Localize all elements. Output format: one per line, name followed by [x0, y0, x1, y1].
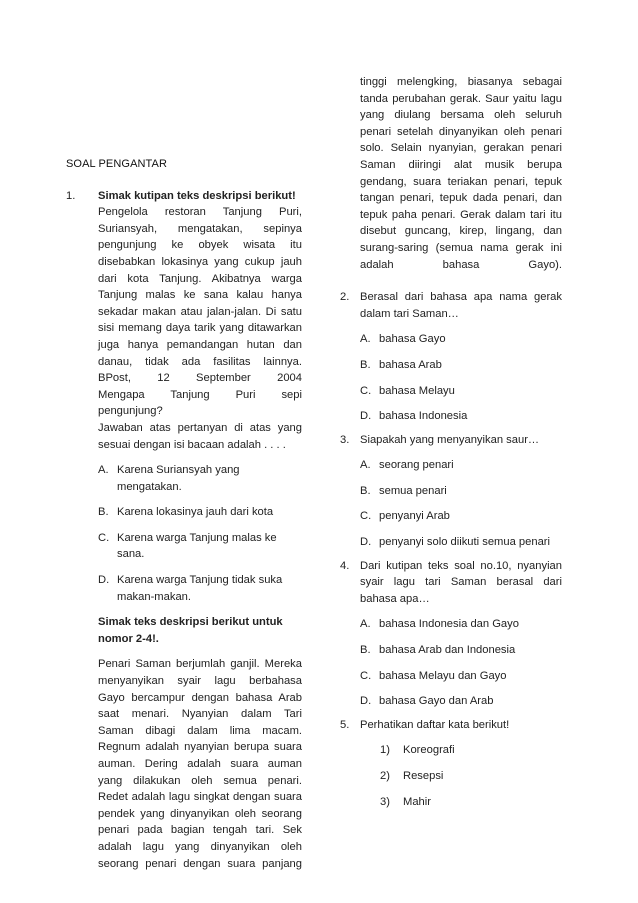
- option-letter: D.: [98, 574, 110, 587]
- passage-line: menyanyikan syair lagu berbahasa: [98, 675, 302, 688]
- option-letter: B.: [360, 644, 371, 657]
- passage-line: solo. Selain nyanyian, gerakan penari: [360, 142, 562, 155]
- question-body: [360, 558, 562, 710]
- question-number: 3.: [340, 433, 350, 446]
- option-b: [98, 504, 302, 521]
- passage-line: surang-saring (semua nama gerak ini: [360, 241, 562, 254]
- option-d: [360, 534, 562, 551]
- passage-line: danau, tidak ada fasilitas lainnya.: [98, 355, 302, 368]
- question-line: Mengapa Tanjung Puri sepi: [98, 388, 302, 401]
- option-letter: C.: [360, 384, 372, 397]
- list-item: [380, 794, 562, 811]
- option-c: [360, 383, 562, 400]
- option-a: [360, 616, 562, 633]
- option-c: [360, 508, 562, 525]
- option-letter: B.: [360, 484, 371, 497]
- list-item: [380, 742, 562, 759]
- question-2: [340, 289, 562, 425]
- option-letter: A.: [98, 464, 109, 477]
- option-letter: C.: [360, 510, 372, 523]
- question-line: Siapakah yang menyanyikan saur…: [360, 433, 540, 446]
- section-heading: SOAL PENGANTAR: [66, 158, 168, 170]
- passage-line: Suriansyah, mengatakan, sepinya: [98, 222, 302, 235]
- passage-source: BPost, 12 September 2004: [98, 372, 302, 385]
- passage-line: yang diulang bersama oleh seluruh: [360, 109, 562, 122]
- item-text: Mahir: [403, 795, 431, 808]
- question-line: bahasa apa…: [360, 592, 430, 605]
- passage-line: yang dilakukan oleh semua penari.: [98, 774, 302, 787]
- option-b: [360, 357, 562, 374]
- option-c: [98, 530, 302, 563]
- passage-line: Saman dibagi dalam lima macam.: [98, 724, 302, 737]
- passage-line: saat menari. Nyanyian dalam Tari: [98, 708, 302, 721]
- passage-line: tangan penari, tepuk dada penari, dan: [360, 192, 562, 205]
- question-3: [340, 432, 562, 551]
- passage-line: sekadar makan atau jalan-jalan. Di satu: [98, 305, 302, 318]
- passage-line: Penari Saman berjumlah ganjil. Mereka: [98, 658, 302, 671]
- option-d: [360, 693, 562, 710]
- option-text: Karena Suriansyah yang: [117, 464, 240, 477]
- question-body: [360, 289, 562, 425]
- item-number: 3): [380, 795, 390, 808]
- question-number: 4.: [340, 559, 350, 572]
- question-line: Jawaban atas pertanyan di atas yang: [98, 421, 302, 434]
- passage-line: Tanjung malas ke sana kalau hanya: [98, 289, 302, 302]
- question-body: [360, 432, 562, 551]
- question-line: syair lagu tari Saman berasal dari: [360, 576, 562, 589]
- question-number: 1.: [66, 189, 76, 202]
- passage-line: adalah lagu yang dinyanyikan oleh: [98, 840, 302, 853]
- right-column: [340, 74, 562, 810]
- passage-line: seorang penari dengan suara panjang: [98, 857, 302, 870]
- option-letter: A.: [360, 618, 371, 631]
- question-line: sesuai dengan isi bacaan adalah . . . .: [98, 438, 286, 451]
- option-text: sana.: [117, 548, 145, 561]
- option-letter: A.: [360, 333, 371, 346]
- option-text: bahasa Melayu dan Gayo: [379, 669, 507, 682]
- passage-line: tinggi melengking, biasanya sebagai: [360, 76, 562, 88]
- passage-line: penari setelah dinyanyikan oleh penari: [360, 125, 562, 138]
- question-body: [98, 188, 302, 873]
- option-letter: B.: [98, 506, 109, 519]
- option-c: [360, 668, 562, 685]
- passage-line: pendek yang dinyanyikan oleh seorang: [98, 807, 302, 820]
- passage-line: auman. Dering adalah suara auman: [98, 758, 302, 770]
- question-4: [340, 558, 562, 710]
- option-letter: C.: [360, 669, 372, 682]
- option-letter: D.: [360, 536, 372, 549]
- passage-line: juga hanya pemandangan hutan dan: [98, 338, 302, 351]
- passage-continued: [360, 74, 562, 273]
- option-text: seorang penari: [379, 459, 454, 472]
- question-number: 2.: [340, 291, 350, 304]
- question-line: Perhatikan daftar kata berikut!: [360, 718, 510, 731]
- option-text: bahasa Melayu: [379, 384, 455, 397]
- option-text: bahasa Arab: [379, 358, 442, 371]
- option-letter: A.: [360, 459, 371, 472]
- question-5: [340, 717, 562, 810]
- question-prompt: Simak kutipan teks deskripsi berikut!: [98, 189, 296, 202]
- option-d: [360, 408, 562, 425]
- section-title-line: nomor 2-4!.: [98, 632, 159, 645]
- passage-line: Gayo bercampur dengan bahasa Arab: [98, 691, 302, 704]
- option-letter: D.: [360, 410, 372, 423]
- question-line: Berasal dari bahasa apa nama gerak: [360, 291, 562, 304]
- option-text: bahasa Indonesia: [379, 410, 468, 423]
- passage-line: sisi memang daya tarik yang ditawarkan: [98, 322, 302, 335]
- question-line: pengunjung?: [98, 405, 163, 418]
- item-number: 1): [380, 744, 390, 757]
- question-line: dalam tari Saman…: [360, 307, 459, 320]
- passage-line: Redet adalah lagu singkat dengan suara: [98, 791, 302, 804]
- option-text: makan-makan.: [117, 590, 191, 603]
- passage-line: penari pada bagian tengah tari. Sek: [98, 824, 302, 837]
- item-text: Resepsi: [403, 770, 444, 782]
- passage-line: pengunjung ke obyek wisata itu: [98, 239, 302, 252]
- option-d: [98, 572, 302, 605]
- passage-line: adalah bahasa Gayo).: [360, 258, 562, 271]
- option-letter: D.: [360, 695, 372, 708]
- passage-line: tanda perubahan gerak. Saur yaitu lagu: [360, 92, 562, 105]
- option-text: bahasa Indonesia dan Gayo: [379, 618, 519, 631]
- list-item: [380, 768, 562, 785]
- left-column: [66, 156, 302, 872]
- passage-line: dari kota Tanjung. Akibatnya warga: [98, 272, 302, 285]
- question-body: [360, 717, 562, 810]
- section-title: [98, 614, 302, 647]
- option-text: Karena warga Tanjung malas ke: [117, 531, 277, 544]
- passage-line: disebut guncang, kirep, lingang, dan: [360, 225, 562, 238]
- section-title-line: Simak teks deskripsi berikut untuk: [98, 616, 283, 629]
- passage-line: Regnum adalah nyanyian berupa suara: [98, 741, 302, 754]
- option-a: [360, 331, 562, 348]
- item-text: Koreografi: [403, 744, 455, 757]
- option-b: [360, 642, 562, 659]
- item-number: 2): [380, 770, 390, 782]
- question-line: Dari kutipan teks soal no.10, nyanyian: [360, 559, 562, 572]
- passage-line: Saman diiringi alat musik berupa: [360, 158, 562, 171]
- passage-line: tepuk paha penari. Gerak dalam tari itu: [360, 208, 562, 221]
- option-text: Karena warga Tanjung tidak suka: [117, 574, 283, 587]
- option-text: penyanyi solo diikuti semua penari: [379, 536, 551, 549]
- option-a: [98, 462, 302, 495]
- passage-line: disebabkan lokasinya yang cukup jauh: [98, 255, 302, 268]
- option-a: [360, 457, 562, 474]
- option-text: bahasa Gayo: [379, 333, 446, 346]
- option-b: [360, 483, 562, 500]
- option-text: penyanyi Arab: [379, 510, 450, 523]
- question-1: [66, 188, 302, 873]
- option-letter: B.: [360, 358, 371, 371]
- option-text: bahasa Gayo dan Arab: [379, 695, 494, 708]
- option-letter: C.: [98, 531, 110, 544]
- question-number: 5.: [340, 718, 350, 731]
- option-text: bahasa Arab dan Indonesia: [379, 644, 516, 657]
- passage-line: Pengelola restoran Tanjung Puri,: [98, 206, 302, 219]
- option-text: semua penari: [379, 484, 447, 497]
- option-text: Karena lokasinya jauh dari kota: [117, 506, 274, 519]
- option-text: mengatakan.: [117, 480, 182, 493]
- passage-line: gendang, suara teriakan penari, tepuk: [360, 175, 562, 188]
